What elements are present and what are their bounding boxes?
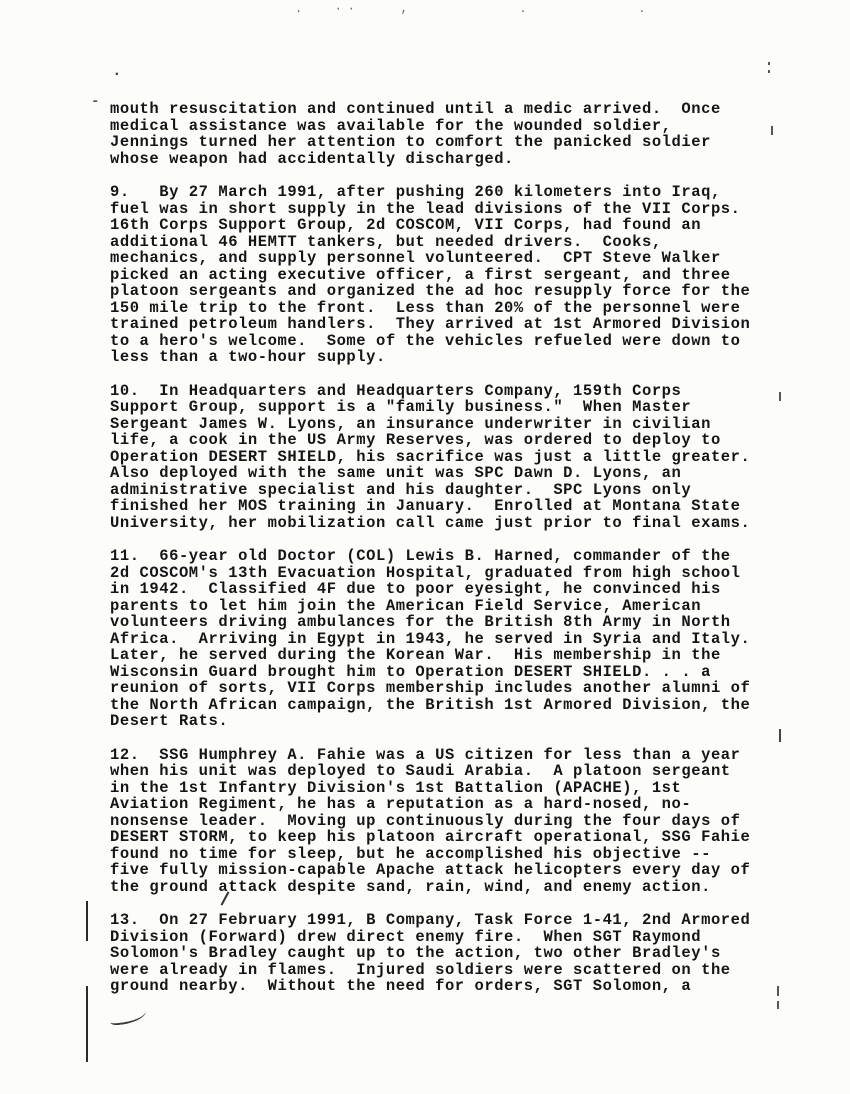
pen-mark-left-lower <box>86 986 88 1062</box>
scan-tick-right-6 <box>777 1001 779 1009</box>
scan-noise-top: . ·· , . . <box>295 2 652 16</box>
scan-tick-right-1a <box>768 62 770 65</box>
document-body <box>110 101 788 1012</box>
scan-tick-right-5 <box>777 986 779 996</box>
scan-dot: . <box>112 62 122 80</box>
paragraph-item-13: 13. On 27 February 1991, B Company, Task Force 1-41, 2nd Armored Division (Forward) drew direct enemy fire. When SGT Raymond Solomon's Bradley caught up to the action, two other Bradley's were already in flames. Injured soldiers were scattered on the ground nearby. Without the need for orders, SGT Solomon, a <box>110 911 751 995</box>
paragraph-item-12: 12. SSG Humphrey A. Fahie was a US citizen for less than a year when his unit was deployed to Saudi Arabia. A platoon sergeant in the 1st Infantry Division's 1st Battalion (APACHE), 1st Aviation Regiment, he has a reputation as a hard-nosed, no- nonsense leader. Moving up continuously during the four days of DESERT STORM, to keep his platoon aircraft operational, SSG Fahie found no time for sleep, but he accomplished his objective -- five fully mission-capable Apache attack helicopters every day of the ground attack despite sand, rain, wind, and enemy action. <box>110 745 751 896</box>
scan-tick-right-3 <box>779 392 781 401</box>
scan-tick-right-1b <box>768 70 770 73</box>
scan-tick-right-4 <box>779 729 781 742</box>
paragraph-continuation: mouth resuscitation and continued until a medic arrived. Once medical assistance was available for the wounded soldier, Jennings turned her attention to comfort the panicked soldier whose weapon had accidentally discharged. <box>110 100 721 168</box>
paragraph-item-11: 11. 66-year old Doctor (COL) Lewis B. Harned, commander of the 2d COSCOM's 13th Evacuation Hospital, graduated from high school in 1942. Classified 4F due to poor eyesight, he convinced his parents to let him join the American Field Service, American volunteers driving ambulances for the British 8th Army in North Africa. Arriving in Egypt in 1943, he served in Syria and Italy. Later, he served during the Korean War. His membership in the Wisconsin Guard brought him to Operation DESERT SHIELD. . . a reunion of sorts, VII Corps membership includes another alumni of the North African campaign, the British 1st Armored Division, the Desert Rats. <box>110 547 751 730</box>
handwritten-swash-mark <box>109 1008 146 1026</box>
scan-tick-right-2 <box>771 126 773 135</box>
pen-mark-left-upper <box>86 901 88 941</box>
paragraph-item-9: 9. By 27 March 1991, after pushing 260 kilometers into Iraq, fuel was in short supply in the lead divisions of the VII Corps. 16th Corps Support Group, 2d COSCOM, VII Corps, had found an additional 46 HEMTT tankers, but needed drivers. Cooks, mechanics, and supply personnel volunteered. CPT Steve Walker picked an acting executive officer, a first sergeant, and three platoon sergeants and organized the ad hoc resupply force for the 150 mile trip to the front. Less than 20% of the personnel were trained petroleum handlers. They arrived at 1st Armored Division to a hero's welcome. Some of the vehicles refueled were down to less than a two-hour supply. <box>110 183 751 366</box>
paragraph-item-10: 10. In Headquarters and Headquarters Company, 159th Corps Support Group, support is a "family business." When Master Sergeant James W. Lyons, an insurance underwriter in civilian life, a cook in the US Army Reserves, was ordered to deploy to Operation DESERT SHIELD, his sacrifice was just a little greater. Also deployed with the same unit was SPC Dawn D. Lyons, an administrative specialist and his daughter. SPC Lyons only finished her MOS training in January. Enrolled at Montana State University, her mobilization call came just prior to final exams. <box>110 381 751 532</box>
scan-margin-dash: - <box>91 94 100 110</box>
